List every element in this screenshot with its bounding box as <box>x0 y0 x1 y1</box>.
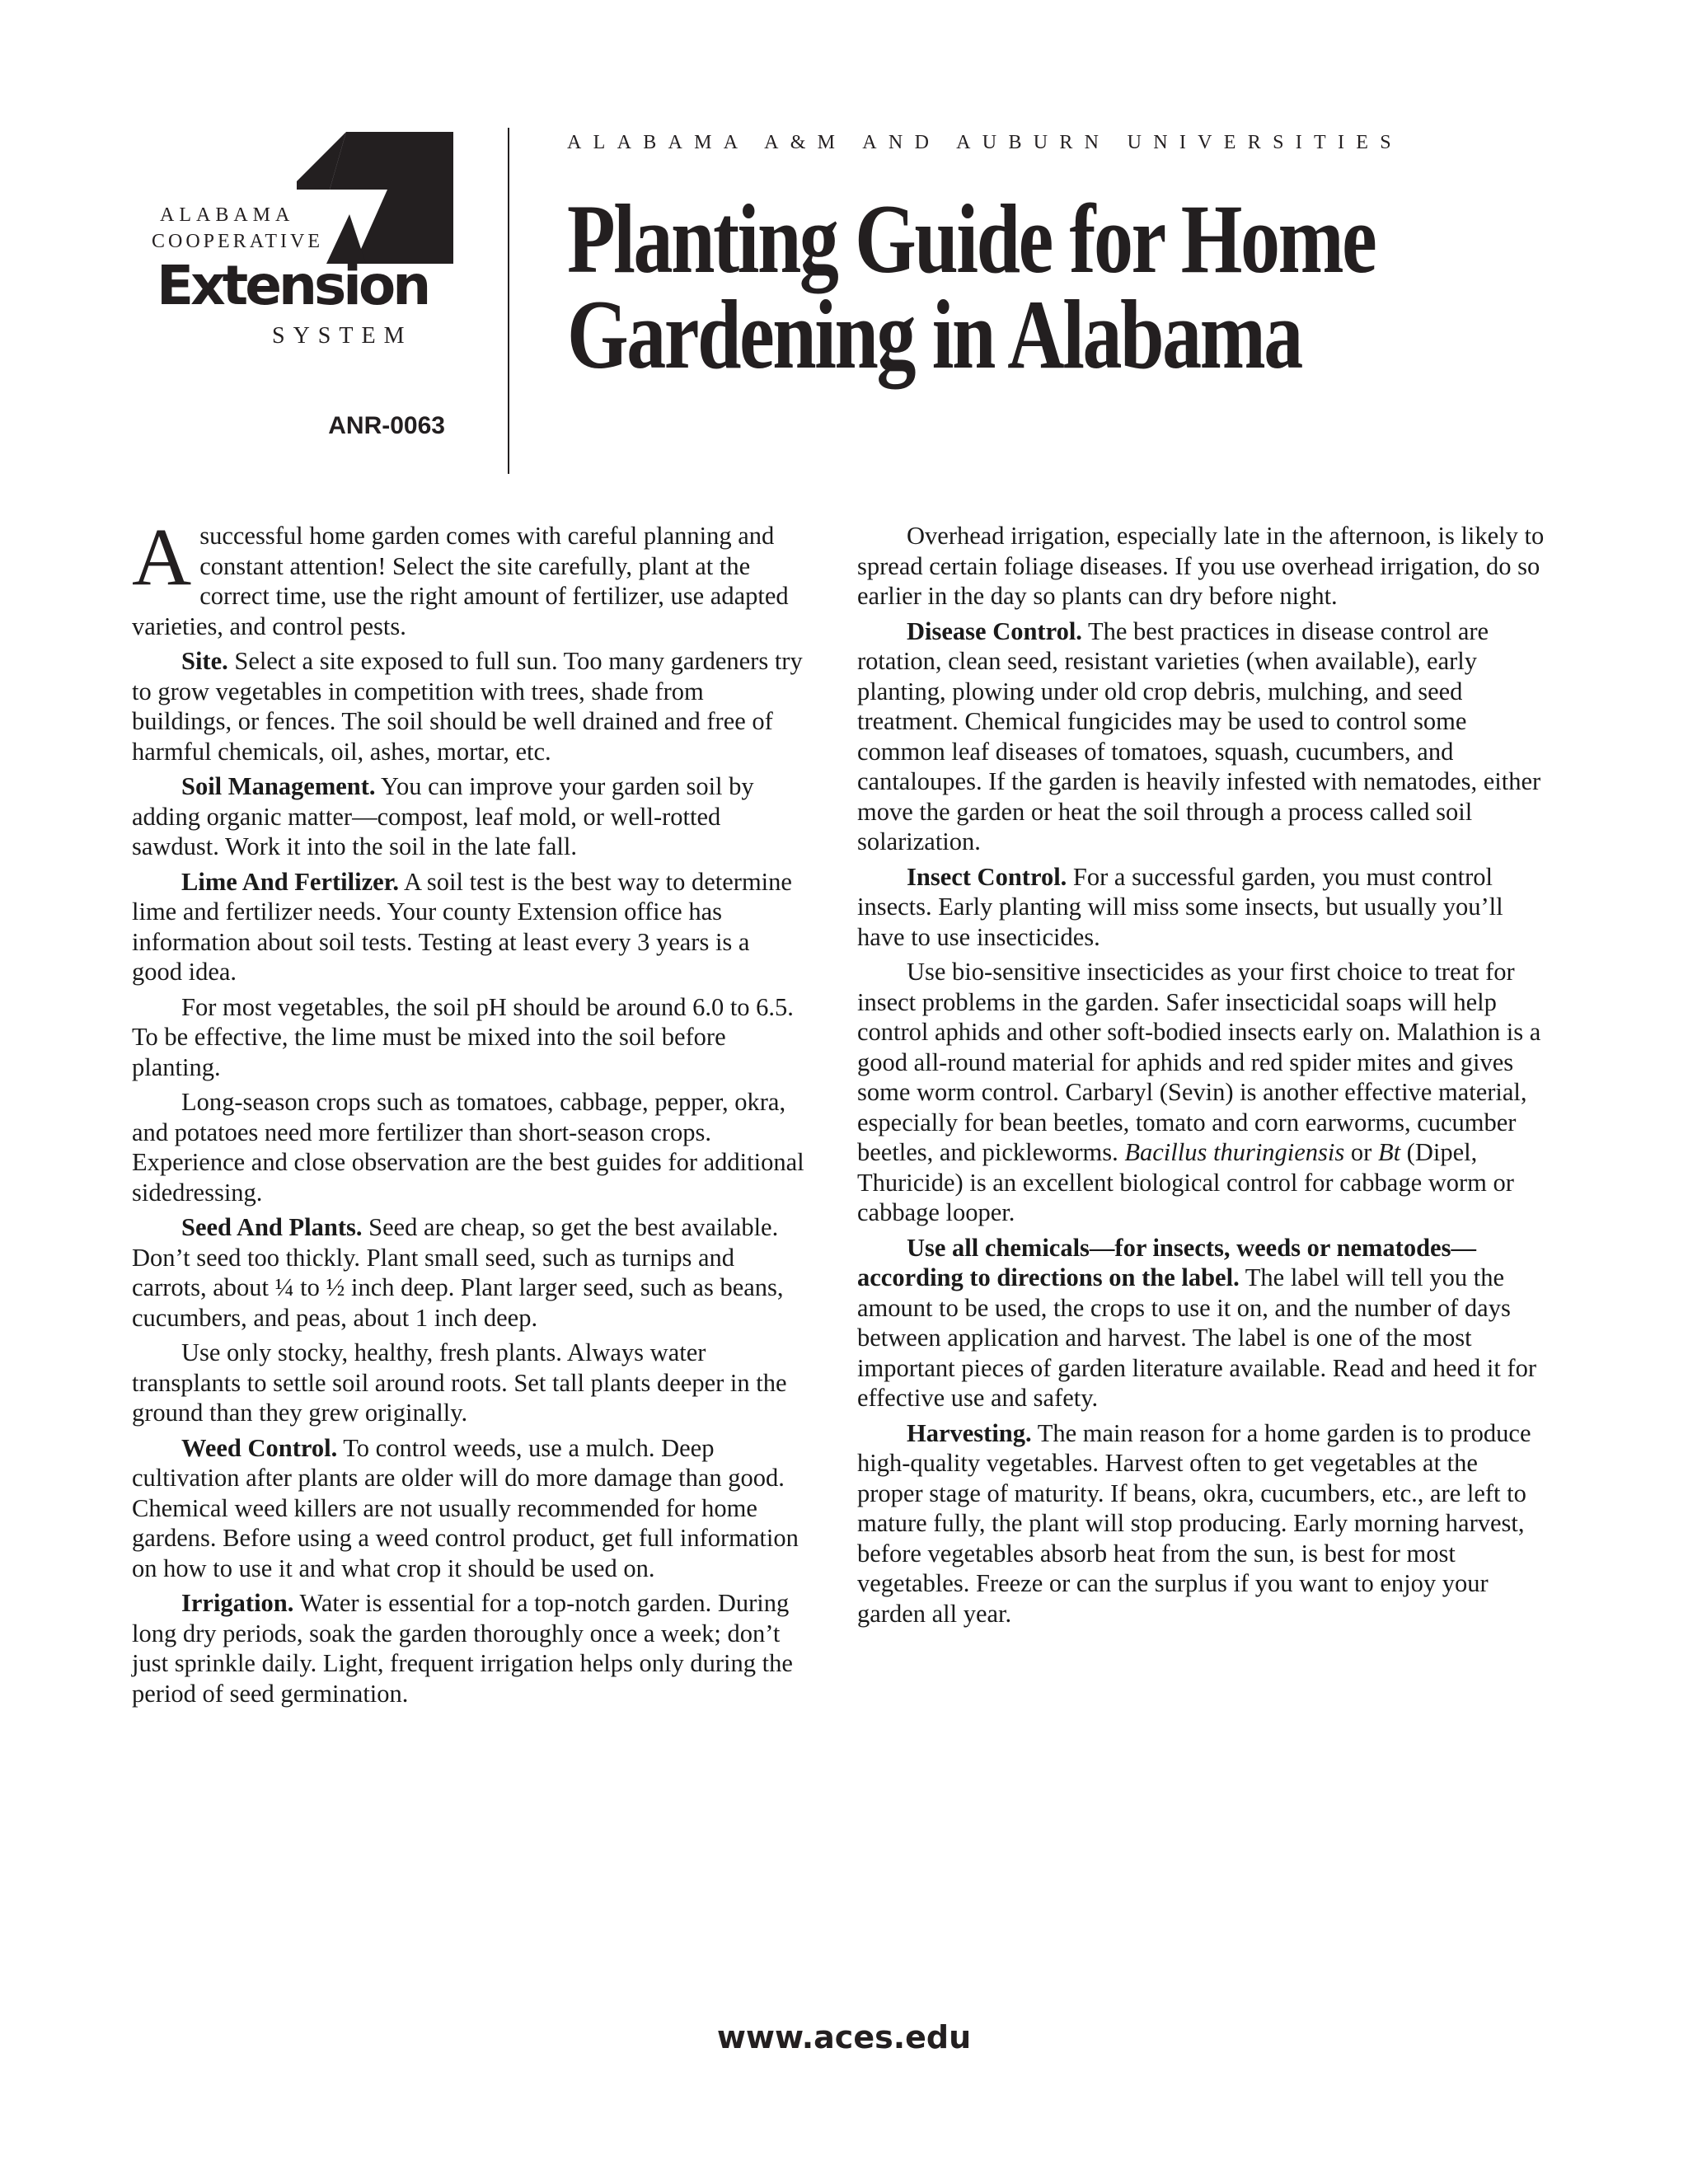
biosensitive-text-b: or <box>1350 1138 1372 1166</box>
right-column <box>857 521 1545 1633</box>
biosensitive-italic-bacillus: Bacillus thuringiensis <box>1124 1138 1345 1166</box>
site-paragraph <box>132 646 804 766</box>
ph-text: For most vegetables, the soil pH should be around 6.0 to 6.5. To be effective, the lime must be mixed into the soil before planting. <box>132 992 794 1081</box>
biosensitive-text-a: Use bio-sensitive insecticides as your first choice to treat for insect problems in the garden. Safer insecticidal soaps will help control aphids and other soft-bodied insects early on. Malathion is a good all-round material for aphids and red spider mites and gives some worm control. Carbaryl (Sevin) is another effective material, especially for bean beetles, tomato and corn earworms, cucumber beetles, and pickleworms. <box>857 958 1541 1166</box>
universities-banner: ALABAMA A&M AND AUBURN UNIVERSITIES <box>567 132 1403 153</box>
biosensitive-paragraph <box>857 957 1545 1228</box>
lime-paragraph <box>132 867 804 987</box>
overhead-text: Overhead irrigation, especially late in the afternoon, is likely to spread certain foliage diseases. If you use overhead irrigation, do so earlier in the day so plants can dry before night. <box>857 522 1545 610</box>
chemicals-text: The label will tell you the amount to be used, the crops to use it on, and the number of days between application and harvest. The label is one of the most important pieces of garden literature available. Read and heed it for effective use and safety. <box>857 1263 1536 1412</box>
seed-text-a: Seed are cheap, so get the best available. Don’t seed too thickly. Plant small seed, such as turnips and carrots, about <box>132 1213 779 1301</box>
biosensitive-text-c: (Dipel, Thuricide) is an excellent biological control for cabbage worm or cabbage looper. <box>857 1138 1514 1226</box>
disease-text: The best practices in disease control are rotation, clean seed, resistant varieties (when available), early planting, plowing under old crop debris, mulching, and seed treatment. Chemical fungicides may be used to control some common leaf diseases of tomatoes, squash, cucumbers, and cantaloupes. If the garden is heavily infested with nematodes, either move the garden or heat the soil through a process called soil solarization. <box>857 616 1541 855</box>
chemicals-paragraph <box>857 1233 1545 1413</box>
site-text: Select a site exposed to full sun. Too many gardeners try to grow vegetables in competition with trees, shade from buildings, or fences. The soil should be well drained and free of harmful chemicals, oil, ashes, mortar, etc. <box>132 647 803 766</box>
seed-text-b: to <box>300 1273 320 1301</box>
weed-paragraph <box>132 1433 804 1584</box>
soil-text: You can improve your garden soil by adding organic matter—compost, leaf mold, or well-rotted sawdust. Work it into the soil in the late fall. <box>132 772 754 860</box>
harvest-paragraph <box>857 1418 1545 1629</box>
left-column <box>132 511 804 1713</box>
ph-paragraph <box>132 992 804 1083</box>
long-season-text: Long-season crops such as tomatoes, cabbage, pepper, okra, and potatoes need more fertilizer than short-season crops. Experience and close observation are the best guides for additional sidedressing. <box>132 1088 804 1207</box>
logo-cooperative-text: COOPERATIVE <box>152 231 324 252</box>
harvest-heading: Harvesting. <box>907 1418 1032 1447</box>
soil-heading: Soil Management. <box>181 772 376 800</box>
footer-url-link[interactable]: www.aces.edu <box>716 2019 972 2055</box>
dropcap-letter: A <box>132 511 192 602</box>
disease-heading: Disease Control. <box>907 616 1082 645</box>
title-line-1: Planting Guide for Home <box>567 184 1376 293</box>
irrigation-heading: Irrigation. <box>181 1589 294 1617</box>
seed-paragraph <box>132 1212 804 1333</box>
seed-heading: Seed And Plants. <box>181 1213 363 1241</box>
logo-system-text: SYSTEM <box>272 323 413 349</box>
logo-extension-text: Extension <box>157 254 429 317</box>
chemicals-heading: Use all chemicals—for insects, weeds or nematodes—according to directions on the label. <box>857 1233 1476 1291</box>
insect-text: For a successful garden, you must control insects. Early planting will miss some insects, but usually you’ll have to use insecticides. <box>857 862 1503 951</box>
intro-text: successful home garden comes with careful planning and constant attention! Select the site carefully, plant at the correct time, use the right amount of fertilizer, use adapted varieties, and control pests. <box>132 522 789 640</box>
stocky-plants-text: Use only stocky, healthy, fresh plants. Always water transplants to settle soil around roots. Set tall plants deeper in the ground than they grew originally. <box>132 1338 787 1427</box>
page-title <box>567 184 1424 389</box>
header-divider <box>508 128 509 474</box>
site-heading: Site. <box>181 647 228 675</box>
lime-text: A soil test is the best way to determine lime and fertilizer needs. Your county Extension office has information about soil tests. Testing at least every 3 years is a good idea. <box>132 867 792 986</box>
insect-paragraph <box>857 862 1545 953</box>
long-season-paragraph <box>132 1087 804 1207</box>
extension-logo <box>132 132 453 354</box>
irrigation-text: Water is essential for a top-notch garden. During long dry periods, soak the garden thoroughly once a week; don’t just sprinkle daily. Light, frequent irrigation helps only during the period of seed germination. <box>132 1589 793 1708</box>
disease-paragraph <box>857 616 1545 857</box>
harvest-text: The main reason for a home garden is to produce high-quality vegetables. Harvest often to get vegetables at the proper stage of maturity. If beans, okra, cucumbers, etc., are left to mature fully, the plant will stop producing. Early morning harvest, before vegetables absorb heat from the sun, is best for most vegetables. Freeze or can the surplus if you want to enjoy your garden all year. <box>857 1418 1531 1628</box>
seed-fraction-quarter: ¼ <box>274 1273 294 1301</box>
logo-alabama-text: ALABAMA <box>160 204 295 226</box>
weed-heading: Weed Control. <box>181 1433 338 1462</box>
seed-fraction-half: ½ <box>326 1273 345 1301</box>
intro-paragraph <box>132 511 804 641</box>
soil-paragraph <box>132 771 804 862</box>
title-line-2: Gardening in Alabama <box>567 279 1301 389</box>
stocky-plants-paragraph <box>132 1338 804 1428</box>
publication-number: ANR-0063 <box>328 412 445 439</box>
seed-text-c: inch deep. Plant larger seed, such as beans, cucumbers, and peas, about 1 inch deep. <box>132 1273 784 1332</box>
insect-heading: Insect Control. <box>907 862 1067 891</box>
irrigation-paragraph <box>132 1588 804 1708</box>
overhead-paragraph <box>857 521 1545 612</box>
biosensitive-italic-bt: Bt <box>1377 1138 1401 1166</box>
lime-heading: Lime And Fertilizer. <box>181 867 400 896</box>
weed-text: To control weeds, use a mulch. Deep cultivation after plants are older will do more damage than good. Chemical weed killers are not usually recommended for home gardens. Before using a weed control product, get full information on how to use it and what crop it should be used on. <box>132 1433 799 1582</box>
